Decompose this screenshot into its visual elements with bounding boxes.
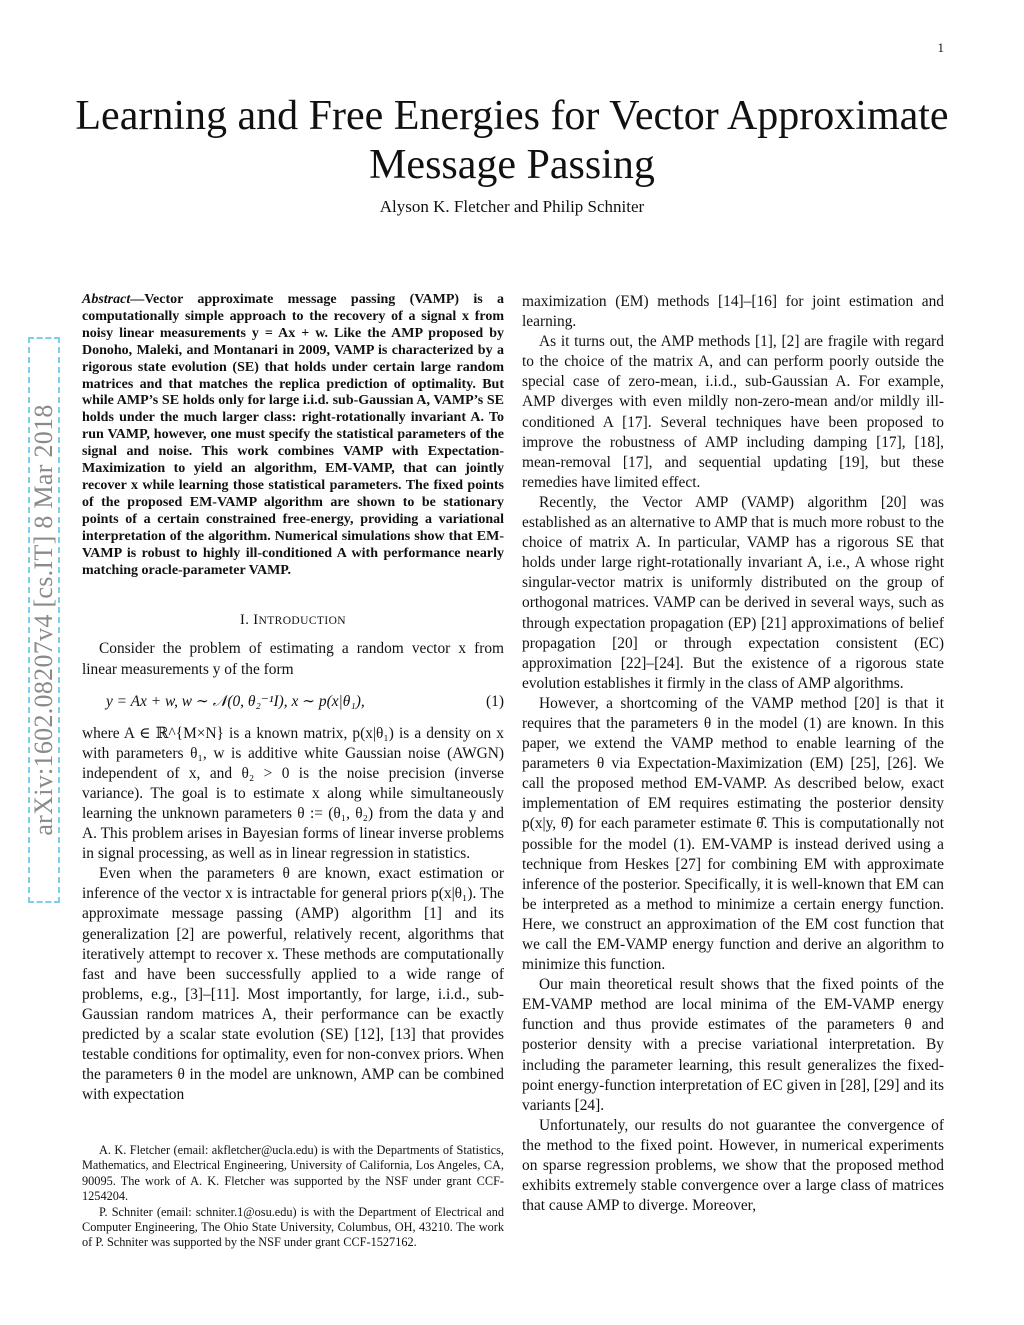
equation-number: (1) — [486, 692, 504, 710]
equation-body: y = Ax + w, w ∼ 𝒩(0, θ₂⁻¹I), x ∼ p(x|θ₁), — [106, 693, 365, 711]
section-heading-introduction — [82, 612, 504, 629]
right-paragraph-2: As it turns out, the AMP methods [1], [2] are fragile with regard to the choice of the matrix A, and can perform poorly outside the special case of zero-mean, i.i.d., sub-Gaussian A. For example, AMP diverges with even mildly non-zero-mean and/or mildly ill-conditioned A [17]. Several techniques have been proposed to improve the robustness of AMP including damping [17], [18], mean-removal [17], and sequential updating [19], but these remedies have limited effect. — [522, 333, 944, 491]
intro-paragraph-1: Consider the problem of estimating a random vector x from linear measurements y of the form — [82, 640, 504, 678]
equation-1 — [106, 690, 504, 714]
arxiv-stamp-text: arXiv:1602.08207v4 [cs.IT] 8 Mar 2018 — [29, 404, 58, 836]
paper-title: Learning and Free Energies for Vector Approximate Message Passing — [75, 93, 949, 188]
right-paragraph-6: Unfortunately, our results do not guarantee the convergence of the method to the fixed point. However, in numerical experiments on sparse regression problems, we show that the proposed method exhibits extremely stable convergence over a large class of matrices that cause AMP to diverge. Moreover, — [522, 1116, 944, 1215]
right-paragraph-4: However, a shortcoming of the VAMP method [20] is that it requires that the parameters θ in the model (1) are known. In this paper, we extend the VAMP method to enable learning of the parameters θ via Expectation-Maximization (EM) [25], [26]. We call the proposed method EM-VAMP. As described below, exact implementation of EM requires estimating the posterior density p(x|y, θ̂) for each parameter estimate θ̂. This is computationally not possible for the model (1). EM-VAMP is instead derived using a technique from Heskes [27] for combining EM with approximate inference of the posterior. Specifically, it is well-known that EM can be interpreted as a method to minimize a certain energy function. Here, we construct an approximation of the EM cost function that we call the EM-VAMP energy function and derive an algorithm to minimize this function. — [522, 694, 944, 974]
section-title-rest: NTRODUCTION — [258, 615, 346, 628]
section-numeral: I. — [240, 612, 250, 629]
page-number: 1 — [937, 40, 944, 55]
left-column — [82, 292, 504, 1105]
footnote-schniter: P. Schniter (email: schniter.1@osu.edu) is with the Department of Electrical and Computer Engineering, The Ohio State University, Columbus, OH, 43210. The work of P. Schniter was supported by the NSF under grant CCF-1527162. — [82, 1204, 504, 1250]
section-first-letter: I — [253, 612, 259, 629]
right-paragraph-5: Our main theoretical result shows that the fixed points of the EM-VAMP method are local minima of the EM-VAMP energy function and thus provide estimates of the parameters θ and posterior density with a precise variational interpretation. By including the parameter learning, this result generalizes the fixed-point energy-function interpretation of EC given in [28], [29] and its variants [24]. — [522, 976, 944, 1114]
arxiv-stamp — [28, 337, 60, 903]
intro-paragraph-2: where A ∈ ℝ^{M×N} is a known matrix, p(x|θ₁) is a density on x with parameters θ₁, w is additive white Gaussian noise (AWGN) independent of x, and θ₂ > 0 is the noise precision (inverse variance). The goal is to estimate x along while simultaneously learning the unknown parameters θ := (θ₁, θ₂) from the data y and A. This problem arises in Bayesian forms of linear inverse problems in signal processing, as well as in linear regression in statistics. — [82, 724, 504, 863]
abstract-text: —Vector approximate message passing (VAMP) is a computationally simple approach to the recovery of a signal x from noisy linear measurements y = Ax + w. Like the AMP proposed by Donoho, Maleki, and Montanari in 2009, VAMP is characterized by a rigorous state evolution (SE) that holds under certain large random matrices and that matches the replica prediction of optimality. But while AMP’s SE holds only for large i.i.d. sub-Gaussian A, VAMP’s SE holds under the much larger class: right-rotationally invariant A. To run VAMP, however, one must specify the statistical parameters of the signal and noise. This work combines VAMP with Expectation-Maximization to yield an algorithm, EM-VAMP, that can jointly recover x while learning those statistical parameters. The fixed points of the proposed EM-VAMP algorithm are shown to be stationary points of a certain constrained free-energy, providing a variational interpretation of the algorithm. Numerical simulations show that EM-VAMP is robust to highly ill-conditioned A with performance nearly matching oracle-parameter VAMP. — [82, 292, 504, 578]
footnotes — [82, 1143, 504, 1251]
intro-paragraph-3: Even when the parameters θ are known, exact estimation or inference of the vector x is intractable for general priors p(x|θ₁). The approximate message passing (AMP) algorithm [1] and its generalization [2] are powerful, relatively recent, algorithms that iteratively attempt to recover x. These methods are computationally fast and have been successfully applied to a wide range of problems, e.g., [3]–[11]. Most importantly, for large, i.i.d., sub-Gaussian random matrices A, their performance can be exactly predicted by a scalar state evolution (SE) [12], [13] that provides testable conditions for optimality, even for non-convex priors. When the parameters θ in the model are unknown, AMP can be combined with expectation — [82, 865, 504, 1104]
right-column — [522, 292, 944, 1216]
abstract — [82, 292, 504, 579]
author-list: Alyson K. Fletcher and Philip Schniter — [379, 197, 645, 216]
right-paragraph-1: maximization (EM) methods [14]–[16] for joint estimation and learning. — [522, 293, 944, 331]
abstract-label: Abstract — [82, 292, 131, 307]
right-paragraph-3: Recently, the Vector AMP (VAMP) algorithm [20] was established as an alternative to AMP that is much more robust to the choice of matrix A. In particular, VAMP has a rigorous SE that holds under large right-rotationally invariant A, i.e., A whose right singular-vector matrix is uniformly distributed on the group of orthogonal matrices. VAMP can be derived in several ways, such as through expectation propagation (EP) [21] approximations of belief propagation [20] or through expectation consistent (EC) approximation [22]–[24]. But the existence of a rigorous state evolution establishes it firmly in the class of AMP algorithms. — [522, 493, 944, 692]
footnote-fletcher: A. K. Fletcher (email: akfletcher@ucla.edu) is with the Departments of Statistics, Mathematics, and Electrical Engineering, University of California, Los Angeles, CA, 90095. The work of A. K. Fletcher was supported by the NSF under grant CCF-1254204. — [82, 1143, 504, 1204]
